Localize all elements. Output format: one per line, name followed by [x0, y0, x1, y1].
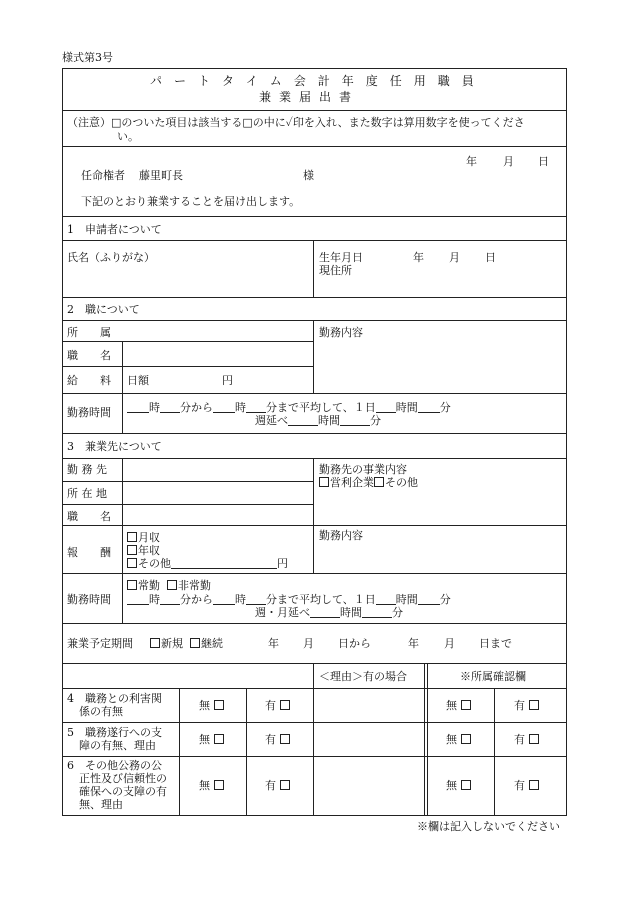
row4-yes-checkbox[interactable]: [280, 700, 290, 710]
row4-yes: 有: [265, 699, 291, 712]
period-from-year: 年: [268, 637, 279, 650]
monthly-checkbox[interactable]: [127, 532, 137, 542]
position-label: 職 名: [67, 349, 111, 362]
appointer-label: 任命権者: [81, 169, 125, 182]
work-hours-line2: 週延べ 時間 分: [255, 414, 381, 427]
row6-label-line1: 6 その他公務の公: [67, 759, 162, 772]
location-label: 所 在 地: [67, 487, 107, 500]
fulltime-checkbox[interactable]: [127, 580, 137, 590]
intro-text: 下記のとおり兼業することを届け出します。: [81, 195, 301, 208]
business-label: 勤務先の事業内容: [319, 463, 407, 476]
row4-no: 無: [199, 699, 225, 712]
row6-no-checkbox[interactable]: [214, 780, 224, 790]
new-checkbox[interactable]: [150, 638, 160, 648]
for-profit-checkbox[interactable]: [319, 477, 329, 487]
period-to-day: 日まで: [479, 637, 512, 650]
row6-confirm-yes: 有: [514, 779, 540, 792]
row6-no: 無: [199, 779, 225, 792]
row5-confirm-no: 無: [446, 733, 472, 746]
salary-yen-label: 円: [222, 374, 233, 387]
form-number: 様式第3号: [62, 51, 113, 64]
period-to-month: 月: [444, 637, 455, 650]
row4-confirm-no: 無: [446, 699, 472, 712]
side-hours-line1: 時 分から 時 分まで平均して、１日 時間 分: [127, 593, 451, 606]
row6-label-line4: 無、理由: [79, 798, 123, 811]
row5-label-line2: 障の有無、理由: [79, 739, 156, 752]
appointer-name: 藤里町長: [139, 169, 183, 182]
section1-heading: 1 申請者について: [67, 223, 162, 236]
side-position-label: 職 名: [67, 510, 111, 523]
date-year-label: 年: [466, 155, 477, 168]
notice-text-line2: い。: [117, 130, 139, 143]
dob-year: 年: [413, 251, 424, 264]
row6-confirm-yes-checkbox[interactable]: [529, 780, 539, 790]
form-title-line2: 兼業届出書: [259, 90, 360, 104]
remuneration-label: 報 酬: [67, 546, 111, 559]
dob-month: 月: [449, 251, 460, 264]
row5-yes-checkbox[interactable]: [280, 734, 290, 744]
remun-yearly: 年収: [127, 544, 160, 557]
row6-label-line3: 確保への支障の有: [79, 785, 167, 798]
dob-day: 日: [485, 251, 496, 264]
duties-label: 勤務内容: [319, 326, 363, 339]
section2-heading: 2 職について: [67, 303, 140, 316]
confirm-header: ※所属確認欄: [460, 670, 526, 683]
salary-label: 給 料: [67, 374, 111, 387]
side-hours-label: 勤務時間: [67, 593, 111, 606]
row5-confirm-yes: 有: [514, 733, 540, 746]
business-options: 営利企業 その他: [319, 476, 418, 489]
continue-checkbox[interactable]: [190, 638, 200, 648]
row6-yes-checkbox[interactable]: [280, 780, 290, 790]
check-mark-icon: ✓: [285, 116, 293, 129]
row6-confirm-no: 無: [446, 779, 472, 792]
footer-note: ※欄は記入しないでください: [417, 820, 560, 833]
work-hours-label: 勤務時間: [67, 406, 111, 419]
affiliation-label: 所 属: [67, 326, 111, 339]
section3-heading: 3 兼業先について: [67, 440, 162, 453]
workplace-label: 勤 務 先: [67, 463, 107, 476]
remun-other: その他 円: [127, 557, 288, 570]
period-to-year: 年: [408, 637, 419, 650]
row4-label-line1: 4 職務との利害関: [67, 692, 162, 705]
side-hours-line2: 週・月延べ 時間 分: [255, 606, 403, 619]
dob-label: 生年月日: [319, 251, 363, 264]
date-month-label: 月: [503, 155, 514, 168]
row4-confirm-yes-checkbox[interactable]: [529, 700, 539, 710]
hours-types: 常勤 非常勤: [127, 579, 211, 592]
row5-yes: 有: [265, 733, 291, 746]
address-label: 現住所: [319, 264, 352, 277]
row4-no-checkbox[interactable]: [214, 700, 224, 710]
row5-confirm-no-checkbox[interactable]: [461, 734, 471, 744]
honorific: 様: [303, 169, 314, 182]
form-title-line1: パートタイム会計年度任用職員: [150, 74, 486, 88]
reason-header: ＜理由＞有の場合: [319, 670, 407, 683]
row5-no: 無: [199, 733, 225, 746]
work-hours-line1: 時 分から 時 分まで平均して、１日 時間 分: [127, 401, 451, 414]
period-from-day: 日から: [338, 637, 371, 650]
notice-text: （注意）□のついた項目は該当する□の中に✓印を入れ、また数字は算用数字を使ってくださ: [67, 116, 525, 129]
period-from-month: 月: [303, 637, 314, 650]
name-label: 氏名（ふりがな）: [67, 251, 155, 264]
yearly-checkbox[interactable]: [127, 545, 137, 555]
row6-yes: 有: [265, 779, 291, 792]
salary-daily-label: 日額: [127, 374, 149, 387]
period-options: 新規 継続: [150, 637, 223, 650]
row6-confirm-no-checkbox[interactable]: [461, 780, 471, 790]
row4-confirm-no-checkbox[interactable]: [461, 700, 471, 710]
period-label: 兼業予定期間: [67, 637, 133, 650]
other-business-checkbox[interactable]: [374, 477, 384, 487]
remun-monthly: 月収: [127, 531, 160, 544]
row5-confirm-yes-checkbox[interactable]: [529, 734, 539, 744]
row5-no-checkbox[interactable]: [214, 734, 224, 744]
parttime-checkbox[interactable]: [167, 580, 177, 590]
other-remun-checkbox[interactable]: [127, 558, 137, 568]
row4-label-line2: 係の有無: [79, 705, 123, 718]
row5-label-line1: 5 職務遂行への支: [67, 726, 162, 739]
date-day-label: 日: [538, 155, 549, 168]
row4-confirm-yes: 有: [514, 699, 540, 712]
row6-label-line2: 正性及び信頼性の: [79, 772, 167, 785]
side-duties-label: 勤務内容: [319, 529, 363, 542]
